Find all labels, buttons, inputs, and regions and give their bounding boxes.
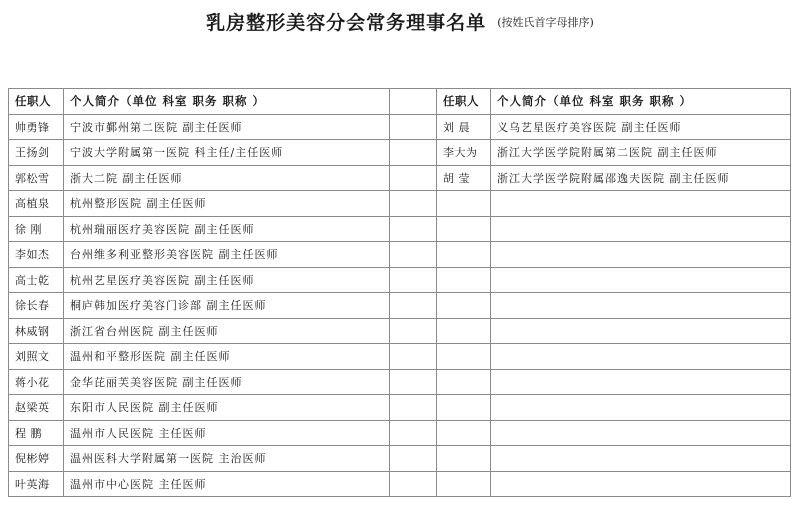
left-member-name: 高士乾 <box>9 267 64 293</box>
gap-cell <box>390 293 437 319</box>
gap-cell <box>390 420 437 446</box>
gap-cell <box>390 114 437 140</box>
gap-cell <box>390 318 437 344</box>
right-member-name <box>437 191 491 217</box>
right-member-desc <box>491 318 791 344</box>
left-member-desc: 温州市中心医院 主任医师 <box>64 471 390 497</box>
table-row <box>9 395 791 421</box>
left-member-name: 高植泉 <box>9 191 64 217</box>
right-member-name <box>437 242 491 268</box>
right-member-desc: 浙江大学医学院附属邵逸夫医院 副主任医师 <box>491 165 791 191</box>
left-desc-header: 个人简介（单位 科室 职务 职称 ） <box>64 89 390 115</box>
right-member-name: 刘 晨 <box>437 114 491 140</box>
right-member-desc <box>491 344 791 370</box>
gap-cell <box>390 140 437 166</box>
right-member-name <box>437 293 491 319</box>
table-row <box>9 114 791 140</box>
title-block <box>0 8 800 35</box>
member-table-body <box>9 89 791 497</box>
right-member-desc <box>491 395 791 421</box>
left-member-name: 程 鹏 <box>9 420 64 446</box>
right-member-desc: 浙江大学医学院附属第二医院 副主任医师 <box>491 140 791 166</box>
left-member-desc: 浙江省台州医院 副主任医师 <box>64 318 390 344</box>
right-member-name <box>437 446 491 472</box>
left-member-name: 郭松雪 <box>9 165 64 191</box>
table-row <box>9 140 791 166</box>
table-row <box>9 318 791 344</box>
table-row <box>9 369 791 395</box>
right-member-name <box>437 420 491 446</box>
page-subtitle: (按姓氏首字母排序) <box>497 15 594 29</box>
left-member-desc: 桐庐韩加医疗美容门诊部 副主任医师 <box>64 293 390 319</box>
left-member-desc: 宁波大学附属第一医院 科主任/主任医师 <box>64 140 390 166</box>
gap-cell <box>390 369 437 395</box>
right-member-desc <box>491 216 791 242</box>
right-member-desc <box>491 471 791 497</box>
table-row <box>9 191 791 217</box>
right-name-header: 任职人 <box>437 89 491 115</box>
right-member-name <box>437 267 491 293</box>
left-member-desc: 台州维多利亚整形美容医院 副主任医师 <box>64 242 390 268</box>
left-member-name: 倪彬婷 <box>9 446 64 472</box>
right-member-name <box>437 471 491 497</box>
gap-cell <box>390 191 437 217</box>
left-member-desc: 杭州整形医院 副主任医师 <box>64 191 390 217</box>
gap-cell <box>390 395 437 421</box>
left-member-name: 李如杰 <box>9 242 64 268</box>
gap-cell <box>390 446 437 472</box>
left-member-name: 叶英海 <box>9 471 64 497</box>
right-member-desc <box>491 369 791 395</box>
left-member-name: 蒋小花 <box>9 369 64 395</box>
table-row <box>9 471 791 497</box>
left-member-desc: 温州医科大学附属第一医院 主治医师 <box>64 446 390 472</box>
gap-cell <box>390 165 437 191</box>
member-table <box>8 88 791 497</box>
table-row <box>9 216 791 242</box>
table-header-row <box>9 89 791 115</box>
right-desc-header: 个人简介（单位 科室 职务 职称 ） <box>491 89 791 115</box>
gap-cell <box>390 267 437 293</box>
right-member-desc <box>491 420 791 446</box>
gap-cell <box>390 242 437 268</box>
left-member-desc: 宁波市鄞州第二医院 副主任医师 <box>64 114 390 140</box>
table-row <box>9 446 791 472</box>
right-member-name <box>437 216 491 242</box>
right-member-desc <box>491 293 791 319</box>
left-member-name: 林威钢 <box>9 318 64 344</box>
left-member-desc: 金华芘丽芙美容医院 副主任医师 <box>64 369 390 395</box>
left-member-name: 刘照文 <box>9 344 64 370</box>
table-row <box>9 242 791 268</box>
left-member-name: 王扬剑 <box>9 140 64 166</box>
left-member-desc: 杭州艺星医疗美容医院 副主任医师 <box>64 267 390 293</box>
left-member-desc: 浙大二院 副主任医师 <box>64 165 390 191</box>
left-member-desc: 温州和平整形医院 副主任医师 <box>64 344 390 370</box>
right-member-desc: 义乌艺星医疗美容医院 副主任医师 <box>491 114 791 140</box>
right-member-desc <box>491 267 791 293</box>
table-row <box>9 293 791 319</box>
left-member-name: 帅勇锋 <box>9 114 64 140</box>
left-name-header: 任职人 <box>9 89 64 115</box>
right-member-desc <box>491 242 791 268</box>
right-member-name <box>437 369 491 395</box>
table-row <box>9 267 791 293</box>
right-member-name: 胡 莹 <box>437 165 491 191</box>
right-member-desc <box>491 191 791 217</box>
gap-cell <box>390 344 437 370</box>
right-member-name <box>437 344 491 370</box>
left-member-name: 赵梁英 <box>9 395 64 421</box>
left-member-name: 徐长春 <box>9 293 64 319</box>
table-row <box>9 165 791 191</box>
right-member-name <box>437 395 491 421</box>
right-member-name: 李大为 <box>437 140 491 166</box>
gap-cell <box>390 89 437 115</box>
table-row <box>9 344 791 370</box>
page-title: 乳房整形美容分会常务理事名单 <box>206 12 487 34</box>
left-member-desc: 温州市人民医院 主任医师 <box>64 420 390 446</box>
left-member-name: 徐 刚 <box>9 216 64 242</box>
right-member-name <box>437 318 491 344</box>
gap-cell <box>390 471 437 497</box>
right-member-desc <box>491 446 791 472</box>
table-row <box>9 420 791 446</box>
gap-cell <box>390 216 437 242</box>
left-member-desc: 东阳市人民医院 副主任医师 <box>64 395 390 421</box>
left-member-desc: 杭州瑞丽医疗美容医院 副主任医师 <box>64 216 390 242</box>
